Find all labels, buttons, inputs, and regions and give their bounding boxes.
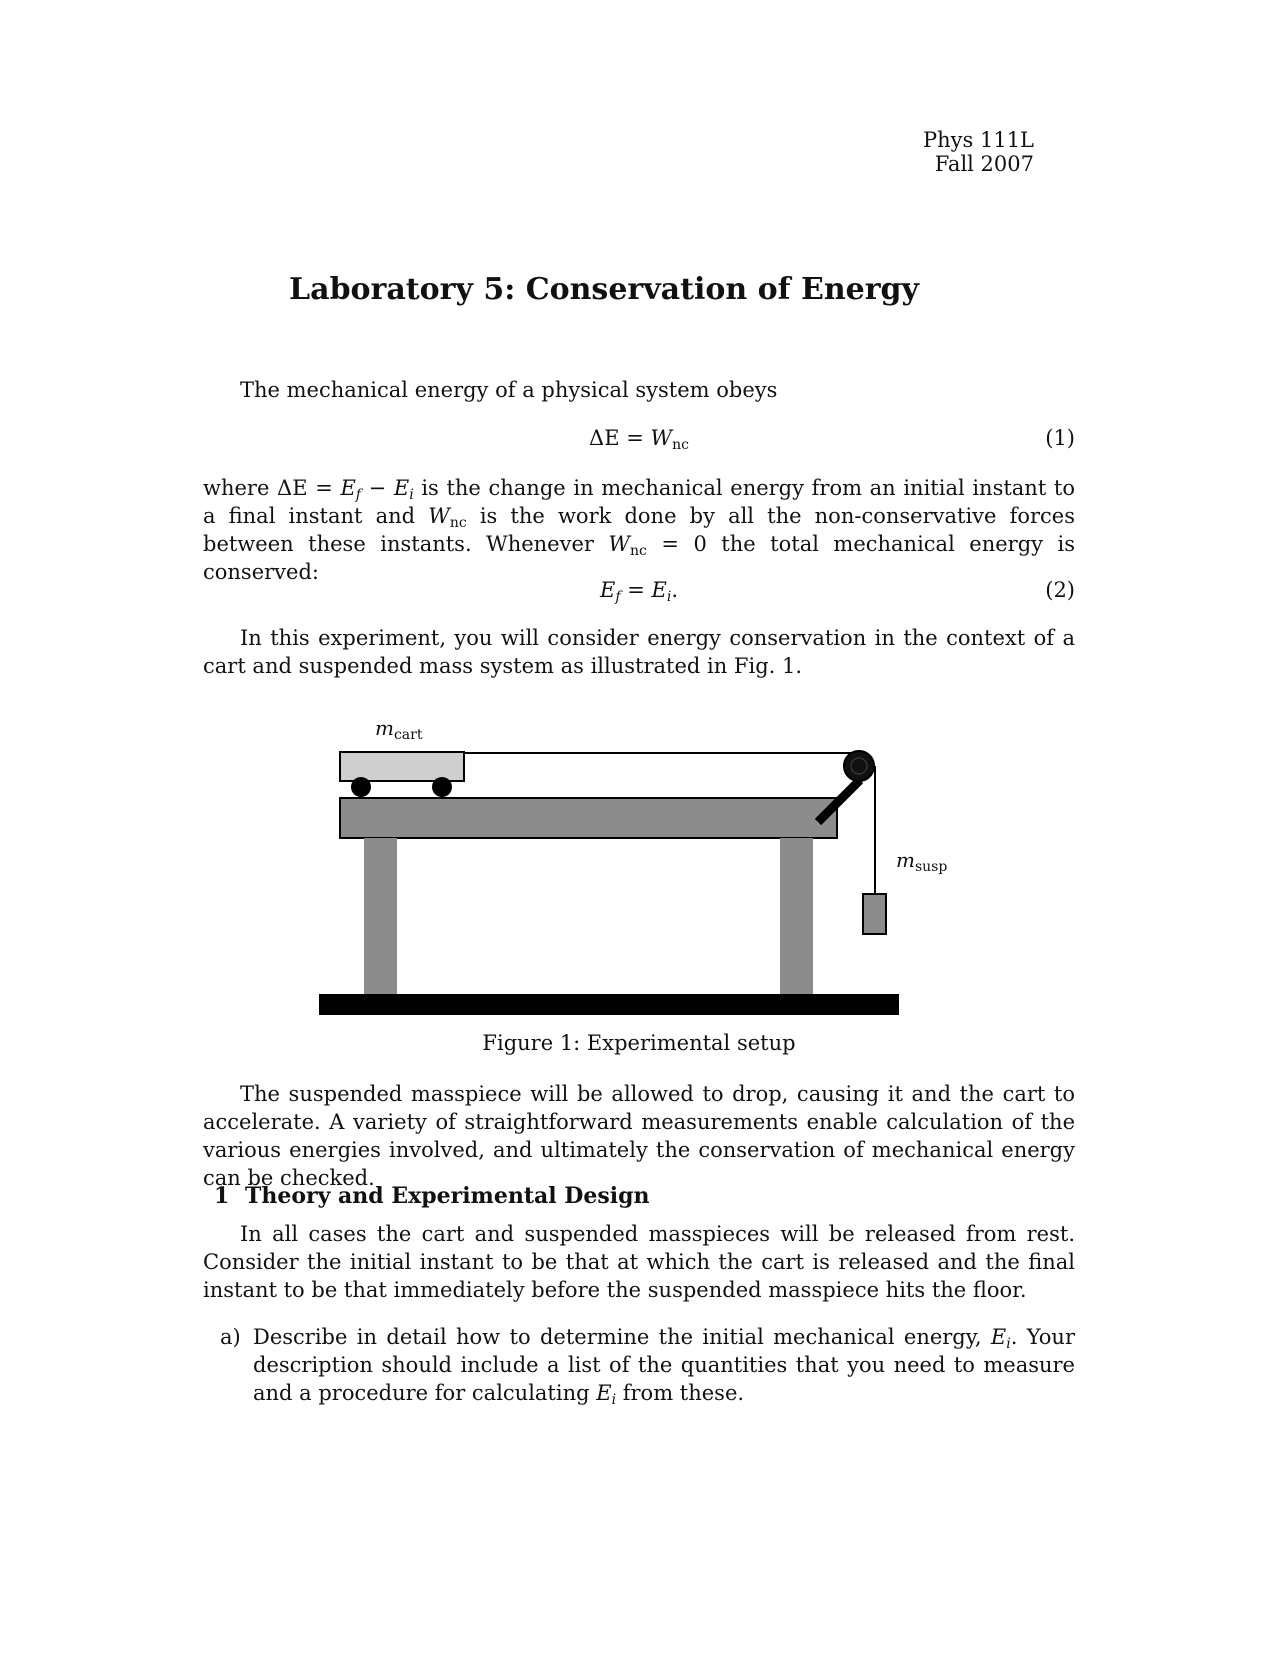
section-heading <box>214 1183 649 1209</box>
cart-wheel-right <box>432 777 452 797</box>
pulley-icon <box>844 751 874 781</box>
equation-2: $E_f = E_i$. (2) <box>599 578 1075 605</box>
page-title: Laboratory 5: Conservation of Energy <box>289 272 919 307</box>
equation-1 <box>203 424 1075 452</box>
table-leg-left <box>364 838 397 994</box>
eq1-rhs: $W_{nc}$ <box>650 426 689 453</box>
floor-base <box>319 994 899 1015</box>
experimental-setup-diagram <box>300 746 940 1066</box>
section-title: Theory and Experimental Design <box>244 1183 650 1209</box>
course-code: Phys 111L <box>923 128 1034 152</box>
intro-line: The mechanical energy of a physical system obeys <box>240 378 778 402</box>
explanation-paragraph: where $\Delta E = E_f - E_i$ is the change in mechanical energy from an initial instant to a final instant and $W_{nc}$ is the work done by all the non-conservative forces between these instants. Whenever $W_{nc} = 0$ the total mechanical energy is conserved: <box>203 476 1075 584</box>
eq2-number: (2) <box>1045 578 1075 602</box>
tabletop <box>340 798 837 838</box>
table-leg-right <box>780 838 813 994</box>
list-item <box>220 1323 1075 1407</box>
suspended-mass <box>863 894 886 934</box>
cart-body <box>340 752 464 781</box>
cart-mass-label: $m_{cart}$ <box>375 716 423 743</box>
section-number: 1 <box>214 1183 230 1209</box>
after-figure-paragraph: The suspended masspiece will be allowed to drop, causing it and the cart to accelerate. A variety of straightforward measurements enable calculation of the various energies involved, and ultimately the conservation of mechanical energy can be checked. <box>203 1082 1075 1190</box>
cart-wheel-left <box>351 777 371 797</box>
list-item-label: a) <box>220 1325 241 1349</box>
list-item-text: Describe in detail how to determine the initial mechanical energy, $E_i$. Your description should include a list of the quantities that you need to measure and a procedure for calculating $E_i$ from these. <box>253 1325 1075 1408</box>
figure-caption: Figure 1: Experimental setup <box>482 1031 796 1055</box>
term: Fall 2007 <box>934 152 1034 176</box>
suspended-mass-label: $m_{susp}$ <box>896 848 948 875</box>
header-block <box>923 128 1034 176</box>
eq1-rel: = <box>626 426 644 450</box>
section-paragraph: In all cases the cart and suspended masspieces will be released from rest. Consider the initial instant to be that at which the cart is released and the final instant to be that immediately before the suspended masspiece hits the floor. <box>203 1222 1075 1302</box>
eq1-number: (1) <box>1045 426 1075 450</box>
eq1-lhs: ΔE <box>589 426 620 450</box>
figure-1 <box>300 716 948 1066</box>
experiment-intro: In this experiment, you will consider energy conservation in the context of a cart and suspended mass system as illustrated in Fig. 1. <box>203 626 1075 678</box>
